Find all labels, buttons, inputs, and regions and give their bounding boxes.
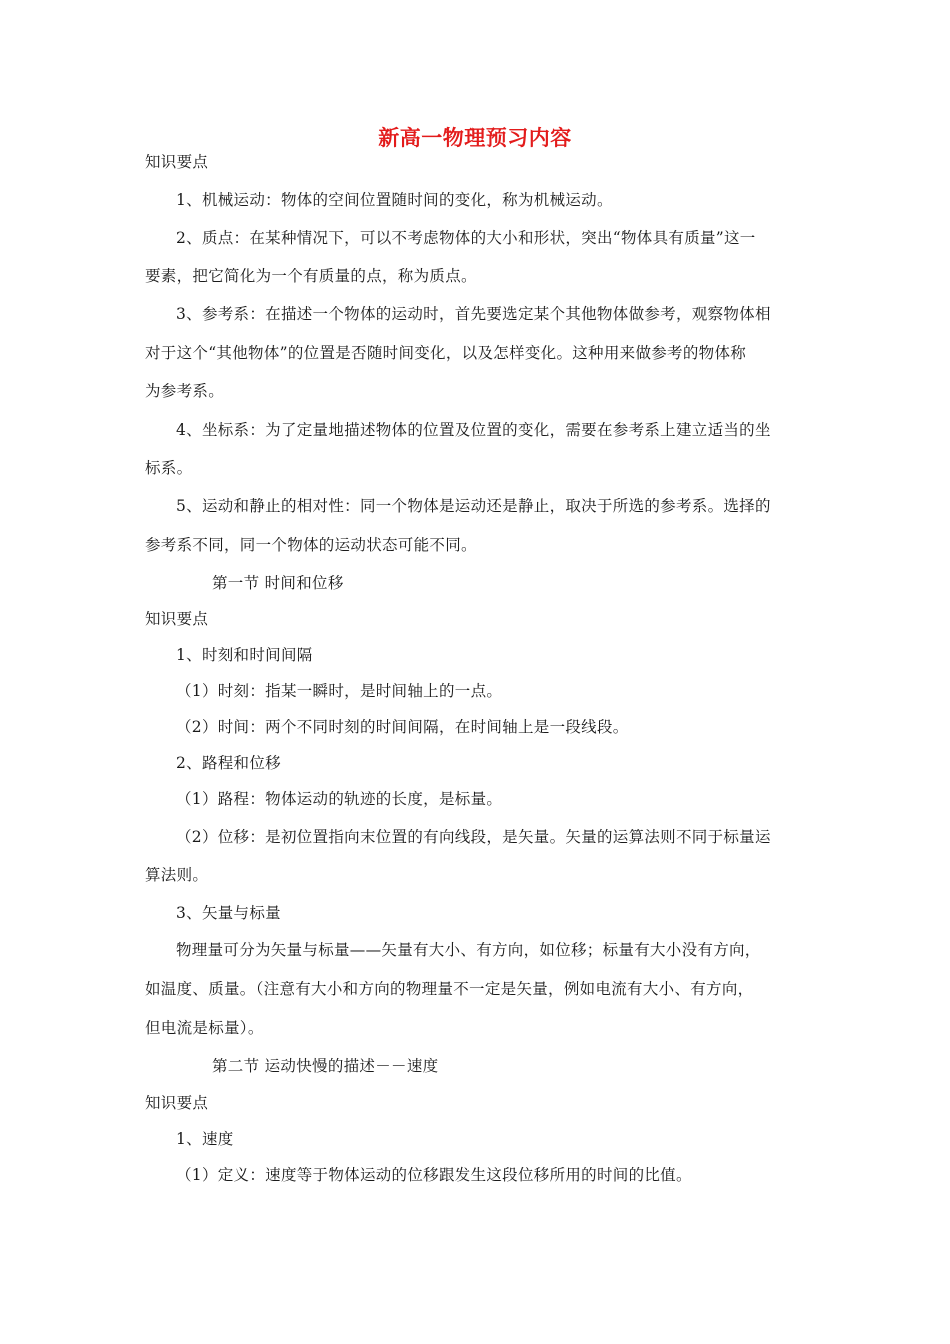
list-subitem: （1）时刻：指某一瞬时，是时间轴上的一点。	[176, 682, 503, 700]
paragraph-line: 物理量可分为矢量与标量——矢量有大小、有方向，如位移；标量有大小没有方向，	[176, 941, 761, 959]
paragraph-line: 3、参考系：在描述一个物体的运动时，首先要选定某个其他物体做参考，观察物体相	[176, 305, 771, 323]
section-heading: 知识要点	[145, 153, 209, 171]
document-title: 新高一物理预习内容	[378, 125, 572, 150]
paragraph-line: 2、质点：在某种情况下，可以不考虑物体的大小和形状，突出“物体具有质量”这一	[176, 229, 756, 247]
list-subitem: （2）时间：两个不同时刻的时间间隔，在时间轴上是一段线段。	[176, 718, 629, 736]
paragraph-line: 4、坐标系：为了定量地描述物体的位置及位置的变化，需要在参考系上建立适当的坐	[176, 421, 771, 439]
list-subitem: （1）定义：速度等于物体运动的位移跟发生这段位移所用的时间的比值。	[176, 1166, 692, 1184]
paragraph-line: 标系。	[145, 459, 193, 477]
list-item: 1、时刻和时间间隔	[176, 646, 313, 664]
section-heading: 知识要点	[145, 1094, 209, 1112]
paragraph-line: 参考系不同，同一个物体的运动状态可能不同。	[145, 536, 477, 554]
list-subitem: （1）路程：物体运动的轨迹的长度，是标量。	[176, 790, 503, 808]
section-title: 第一节 时间和位移	[212, 574, 344, 592]
paragraph-line: 但电流是标量）。	[145, 1019, 264, 1037]
section-title: 第二节 运动快慢的描述－－速度	[212, 1057, 439, 1075]
list-item: 1、速度	[176, 1130, 234, 1148]
paragraph-line: 为参考系。	[145, 382, 225, 400]
paragraph-line: 如温度、质量。（注意有大小和方向的物理量不一定是矢量，例如电流有大小、有方向，	[145, 980, 754, 998]
list-subitem: （2）位移：是初位置指向末位置的有向线段，是矢量。矢量的运算法则不同于标量运	[176, 828, 771, 846]
paragraph-line: 5、运动和静止的相对性：同一个物体是运动还是静止，取决于所选的参考系。选择的	[176, 497, 771, 515]
list-item: 2、路程和位移	[176, 754, 281, 772]
paragraph-line: 1、机械运动：物体的空间位置随时间的变化，称为机械运动。	[176, 191, 613, 209]
section-heading: 知识要点	[145, 610, 209, 628]
paragraph-line: 算法则。	[145, 866, 209, 884]
paragraph-line: 要素，把它简化为一个有质量的点，称为质点。	[145, 267, 477, 285]
paragraph-line: 对于这个“其他物体”的位置是否随时间变化，以及怎样变化。这种用来做参考的物体称	[145, 344, 747, 362]
list-item: 3、矢量与标量	[176, 904, 281, 922]
